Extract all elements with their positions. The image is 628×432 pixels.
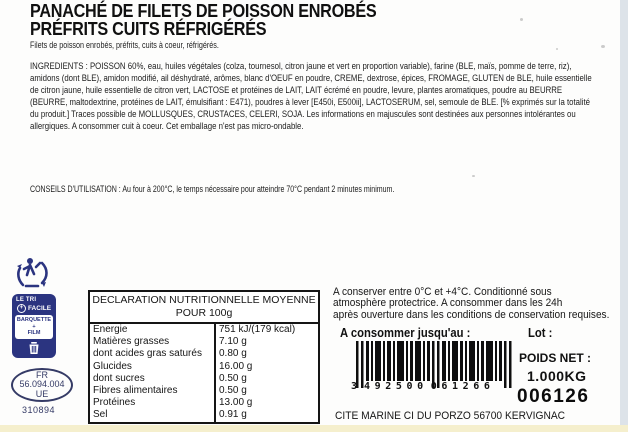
nutrient-value: 7.10 g	[215, 336, 319, 348]
nutrition-table	[88, 290, 320, 424]
nutrient-label: Matières grasses	[93, 336, 170, 348]
storage-line2: atmosphère protectrice. A consommer dans les 24h	[333, 297, 563, 310]
barcode-digit-first: 3	[351, 381, 358, 392]
table-row	[89, 348, 319, 360]
product-title-line2: PRÉFRITS CUITS RÉFRIGÉRÉS	[30, 19, 267, 39]
packaging-type-box	[15, 315, 53, 339]
packaging-line2: +	[32, 323, 36, 330]
nutrient-label: Glucides	[93, 360, 132, 372]
table-row	[89, 361, 319, 373]
nutrient-value: 0.91 g	[215, 409, 319, 422]
nutrient-value: 751 kJ/(179 kcal)	[215, 323, 319, 336]
product-subtitle: Filets de poisson enrobés, préfrits, cuits à coeur, réfrigérés.	[30, 40, 219, 50]
nutrient-value: 13.00 g	[215, 397, 319, 409]
barcode-digits	[351, 381, 519, 392]
plant-code: 310894	[22, 405, 56, 415]
ingredients-paragraph: INGREDIENTS : POISSON 60%, eau, huiles végétales (colza, tournesol, citron jaune et vert en proportion variable), farine (BLE, maïs, pomme de terre, riz), amidons (dont BLE), amidon modifié, ail déshydraté, arômes, blanc d'OEUF en poudre, CREME, dextrose, épices, FROMAGE, GLUTEN de BLE, huile essentielle de citron jaune, huile essentielle de citron vert, LACTOSE et protéines de LAIT, LAIT écrémé en poudre, levure, plantes aromatiques, poudre au BEURRE (BEURRE, maltodextrine, protéines de LAIT, émulsifiant : E471), poudres à lever [E450i, E500ii], LACTOSERUM, sel, semoule de BLE. [% exprimés sur la totalité du produit.] Traces possible de MOLLUSQUES, CRUSTACES, CELERI, SOJA. Les informations en majuscules sont destinées aux personnes intolérantes ou allergiques. A consommer cuit à coeur. Cet emballage n'est pas micro-ondable.	[30, 61, 592, 132]
badge-line2	[12, 304, 56, 313]
producer-address: CITE MARINE CI DU PORZO 56700 KERVIGNAC	[335, 410, 566, 422]
nutrient-label: Protéines	[93, 397, 136, 409]
barcode-group2: 061266	[430, 381, 495, 392]
scan-edge-bottom	[0, 425, 628, 432]
sorting-info-badge	[12, 294, 56, 358]
net-weight-value: 1.000KG	[527, 368, 587, 384]
best-before-label: A consommer jusqu'au :	[340, 326, 471, 340]
table-row	[89, 323, 319, 336]
batch-number: 006126	[517, 386, 590, 407]
packaging-line3: FILM	[27, 330, 41, 336]
storage-line1: A conserver entre 0°C et +4°C. Conditionné sous	[333, 286, 552, 298]
table-row	[89, 385, 319, 397]
badge-line2-label: FACILE	[27, 304, 52, 312]
nutrition-header-line1: DECLARATION NUTRITIONNELLE MOYENNE	[92, 294, 316, 306]
table-row	[89, 336, 319, 348]
ec-mark-number: 56.094.004	[19, 379, 65, 390]
product-title	[30, 2, 376, 38]
nutrient-label: dont acides gras saturés	[93, 348, 202, 360]
table-row	[89, 409, 319, 422]
nutrient-value: 0.50 g	[215, 373, 319, 385]
product-title-line1: PANACHÉ DE FILETS DE POISSON ENROBÉS	[30, 1, 377, 21]
scan-edge-right	[620, 0, 628, 432]
badge-line1: LE TRI	[16, 297, 37, 303]
nutrient-value: 0.80 g	[215, 348, 319, 360]
nutrient-label: Energie	[93, 324, 128, 335]
barcode-group1: 492500	[364, 381, 428, 392]
table-row	[89, 397, 319, 409]
ec-mark-country: FR	[36, 369, 48, 380]
packaging-line1: BARQUETTE	[16, 317, 52, 323]
ec-identification-mark	[11, 368, 73, 402]
scan-noise	[556, 48, 558, 50]
ec-mark-region: UE	[35, 388, 49, 399]
table-row	[89, 373, 319, 385]
plus-circle-icon: +	[17, 304, 26, 313]
nutrient-value: 0.50 g	[215, 385, 319, 397]
nutrient-label: Sel	[93, 409, 108, 421]
scan-noise	[520, 18, 523, 21]
triman-recycling-icon	[14, 255, 52, 296]
nutrient-label: dont sucres	[93, 372, 145, 384]
storage-instructions	[333, 287, 609, 321]
nutrient-value: 16.00 g	[215, 361, 319, 373]
nutrition-header-row	[89, 291, 319, 323]
ean13-barcode	[351, 341, 514, 393]
storage-line3: après ouverture dans les conditions de conservation requises.	[333, 308, 610, 321]
net-weight-label: POIDS NET :	[519, 351, 592, 365]
usage-instructions: CONSEILS D'UTILISATION : Au four à 200°C, le temps nécessaire pour atteindre 70°C pendant 2 minutes minimum.	[30, 184, 395, 194]
recycling-bin-icon	[12, 341, 56, 360]
nutrition-header-line2: POUR 100g	[175, 306, 233, 319]
lot-label: Lot :	[528, 326, 553, 340]
nutrition-header	[89, 291, 319, 323]
scan-noise	[472, 175, 475, 177]
nutrient-label: Fibres alimentaires	[93, 385, 178, 397]
scan-noise	[601, 45, 605, 48]
